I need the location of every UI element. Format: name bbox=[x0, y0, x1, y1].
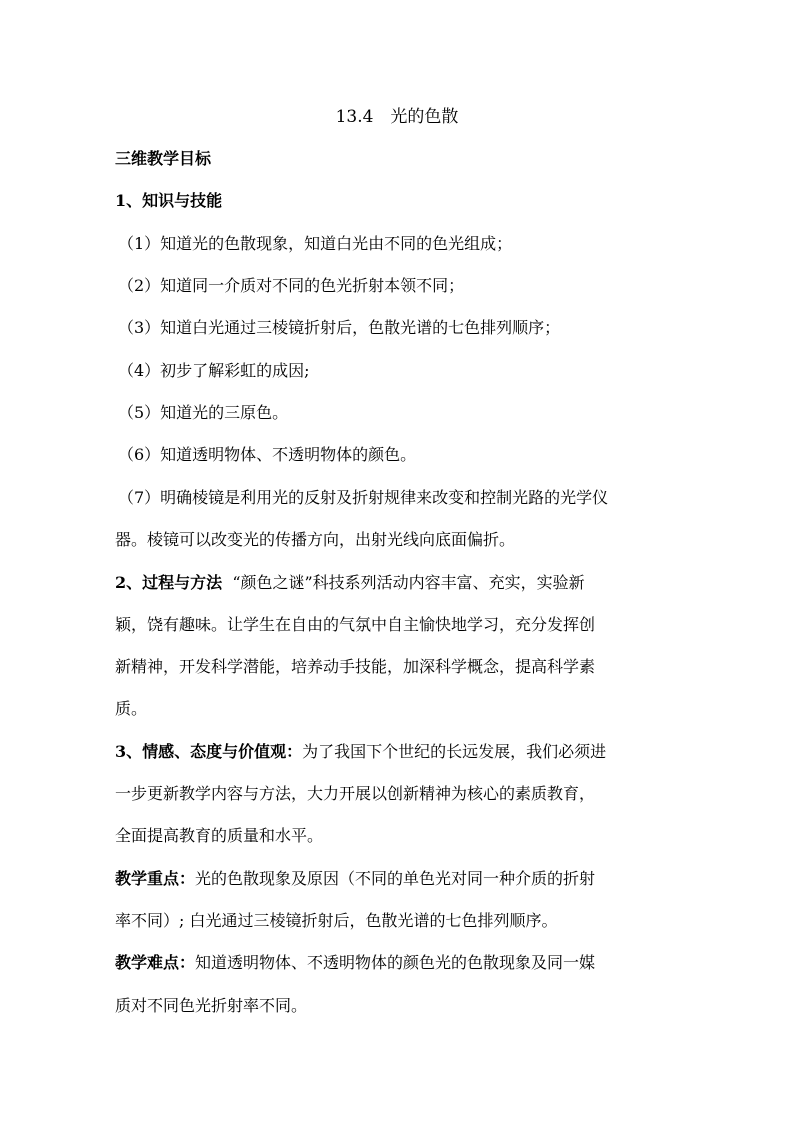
knowledge-item: （3）知道白光通过三棱镜折射后，色散光谱的七色排列顺序； bbox=[118, 318, 561, 337]
section-process-text: 新精神，开发科学潜能，培养动手技能，加深科学概念，提高科学素 bbox=[115, 657, 596, 676]
section-values-heading: 3、情感、态度与价值观： bbox=[115, 742, 303, 761]
section-values-text: 一步更新教学内容与方法，大力开展以创新精神为核心的素质教育， bbox=[115, 784, 596, 803]
section-process-heading: 2、过程与方法 bbox=[115, 573, 223, 592]
section-values-line bbox=[115, 742, 794, 762]
section-values-text: 全面提高教育的质量和水平。 bbox=[115, 826, 324, 845]
knowledge-item: （4）初步了解彩虹的成因; bbox=[118, 361, 310, 380]
key-point-text: 光的色散现象及原因（不同的单色光对同一种介质的折射 bbox=[195, 869, 596, 888]
difficulty-text: 质对不同色光折射率不同。 bbox=[115, 996, 308, 1015]
objectives-heading: 三维教学目标 bbox=[115, 149, 212, 168]
document-title: 13.4 光的色散 bbox=[335, 107, 459, 127]
key-point-label: 教学重点： bbox=[115, 869, 196, 888]
knowledge-item: （2）知道同一介质对不同的色光折射本领不同； bbox=[118, 276, 465, 295]
knowledge-item: （1）知道光的色散现象，知道白光由不同的色光组成； bbox=[118, 234, 513, 253]
difficulty-label: 教学难点： bbox=[115, 953, 196, 972]
knowledge-item: （5）知道光的三原色。 bbox=[118, 403, 289, 422]
section-knowledge-heading: 1、知识与技能 bbox=[115, 191, 223, 210]
key-point-line bbox=[115, 869, 794, 889]
section-process-text: 质。 bbox=[115, 699, 148, 718]
section-process-text: “颜色之谜”科技系列活动内容丰富、充实，实验新 bbox=[232, 573, 585, 592]
knowledge-item-continuation: 器。棱镜可以改变光的传播方向，出射光线向底面偏折。 bbox=[115, 530, 516, 549]
knowledge-item: （6）知道透明物体、不透明物体的颜色。 bbox=[118, 445, 417, 464]
difficulty-text: 知道透明物体、不透明物体的颜色光的色散现象及同一媒 bbox=[195, 953, 596, 972]
key-point-text: 率不同）; 白光通过三棱镜折射后，色散光谱的七色排列顺序。 bbox=[115, 911, 558, 930]
difficulty-line bbox=[115, 953, 794, 973]
section-values-text: 为了我国下个世纪的长远发展，我们必须进 bbox=[302, 742, 607, 761]
section-process-text: 颖，饶有趣味。让学生在自由的气氛中自主愉快地学习，充分发挥创 bbox=[115, 615, 596, 634]
knowledge-item: （7）明确棱镜是利用光的反射及折射规律来改变和控制光路的光学仪 bbox=[118, 488, 609, 507]
section-process-line bbox=[115, 573, 794, 593]
